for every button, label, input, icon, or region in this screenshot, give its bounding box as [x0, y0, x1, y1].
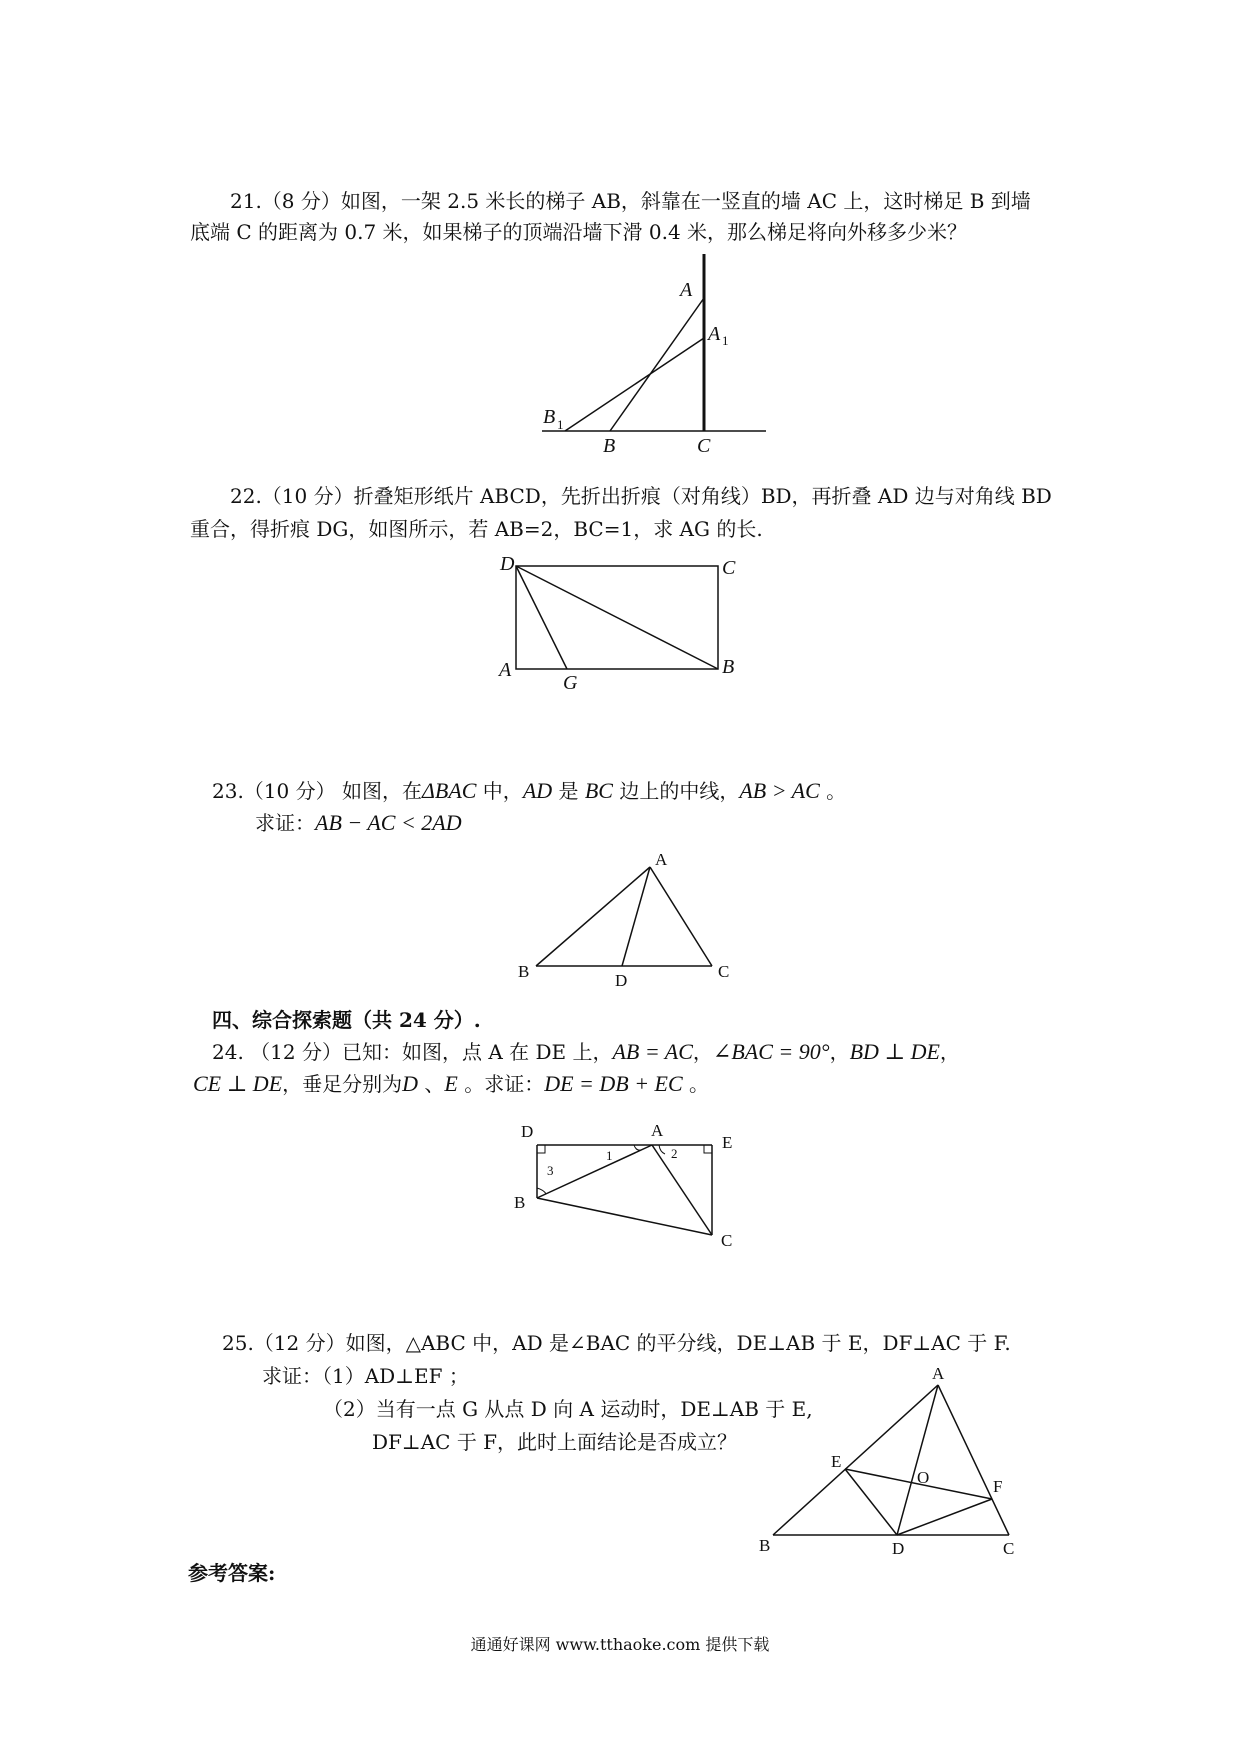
q23-label-c: C [718, 962, 730, 981]
q21-label-a1-sub: 1 [722, 333, 729, 348]
q23-prove-expr: AB − AC < 2AD [315, 810, 462, 835]
q25-line1: 25.（12 分）如图，△ABC 中，AD 是∠BAC 的平分线，DE⊥AB 于 E，DF⊥AC 于 F. [222, 1331, 1011, 1355]
q25-line4: DF⊥AC 于 F，此时上面结论是否成立？ [372, 1430, 738, 1454]
q23-inequality: AB > AC [739, 778, 820, 803]
q21-label-b1: B [543, 406, 556, 428]
q21-line2: 底端 C 的距离为 0.7 米，如果梯子的顶端沿墙下滑 0.4 米，那么梯足将向外移多少米？ [190, 220, 968, 244]
q21-line1: 21.（8 分）如图，一架 2.5 米长的梯子 AB，斜靠在一竖直的墙 AC 上，这时梯足 B 到墙 [230, 189, 1031, 213]
q24-label-a: A [651, 1121, 664, 1140]
q22-label-b: B [722, 656, 735, 678]
q25-label-e: E [831, 1452, 842, 1471]
q25-line2: 求证：（1）AD⊥EF ； [262, 1364, 469, 1388]
q25-label-f: F [993, 1477, 1003, 1496]
page-footer: 通通好课网 www.tthaoke.com 提供下载 [470, 1635, 770, 1654]
q23-triangle: ΔBAC [421, 778, 477, 803]
q24-angle-3: 3 [547, 1163, 554, 1178]
q21-label-c: C [697, 435, 711, 457]
q24-line1: 24. （12 分）已知：如图，点 A 在 DE 上，AB = AC，∠BAC = 90°，BD ⊥ DE， [212, 1039, 960, 1064]
q24-line2: CE ⊥ DE，垂足分别为D 、E 。求证：DE = DB + EC 。 [193, 1071, 710, 1096]
q22-label-d: D [500, 553, 515, 575]
q24-angle-1: 1 [606, 1148, 613, 1163]
q21-label-b: B [603, 435, 616, 457]
q23-prove: 求证：AB − AC < 2AD [255, 810, 462, 835]
q24-label-d: D [521, 1122, 534, 1141]
q21-label-a1: A [708, 323, 721, 345]
section-4-heading: 四、综合探索题（共 24 分）. [212, 1008, 481, 1032]
q22-line1: 22.（10 分）折叠矩形纸片 ABCD，先折出折痕（对角线）BD，再折叠 AD 边与对角线 BD [230, 484, 1052, 508]
q25-label-o: O [917, 1468, 930, 1487]
q25-label-d: D [892, 1539, 905, 1558]
q25-label-b: B [759, 1536, 771, 1555]
q23-label-d: D [615, 971, 628, 990]
q21-label-b1-sub: 1 [557, 417, 564, 432]
q25-line3: （2）当有一点 G 从点 D 向 A 运动时，DE⊥AB 于 E, [323, 1397, 813, 1421]
q24-label-c: C [721, 1231, 733, 1250]
q23-line1: 23.（10 分） 如图，在ΔBAC 中，AD 是 BC 边上的中线，AB > AC 。 [212, 778, 847, 803]
q22-label-g: G [563, 672, 578, 694]
q22-label-c: C [722, 557, 736, 579]
q24-angle-2: 2 [671, 1146, 678, 1161]
q24-label-b: B [514, 1193, 526, 1212]
q24-label-e: E [722, 1133, 733, 1152]
q23-label-a: A [655, 850, 668, 869]
q21-label-a: A [680, 279, 693, 301]
answers-heading: 参考答案: [188, 1561, 276, 1585]
q23-label-b: B [518, 962, 530, 981]
q22-line2: 重合，得折痕 DG，如图所示，若 AB=2，BC=1，求 AG 的长. [190, 517, 763, 541]
q22-label-a: A [499, 659, 512, 681]
q25-label-a: A [932, 1364, 945, 1383]
q25-label-c: C [1003, 1539, 1015, 1558]
